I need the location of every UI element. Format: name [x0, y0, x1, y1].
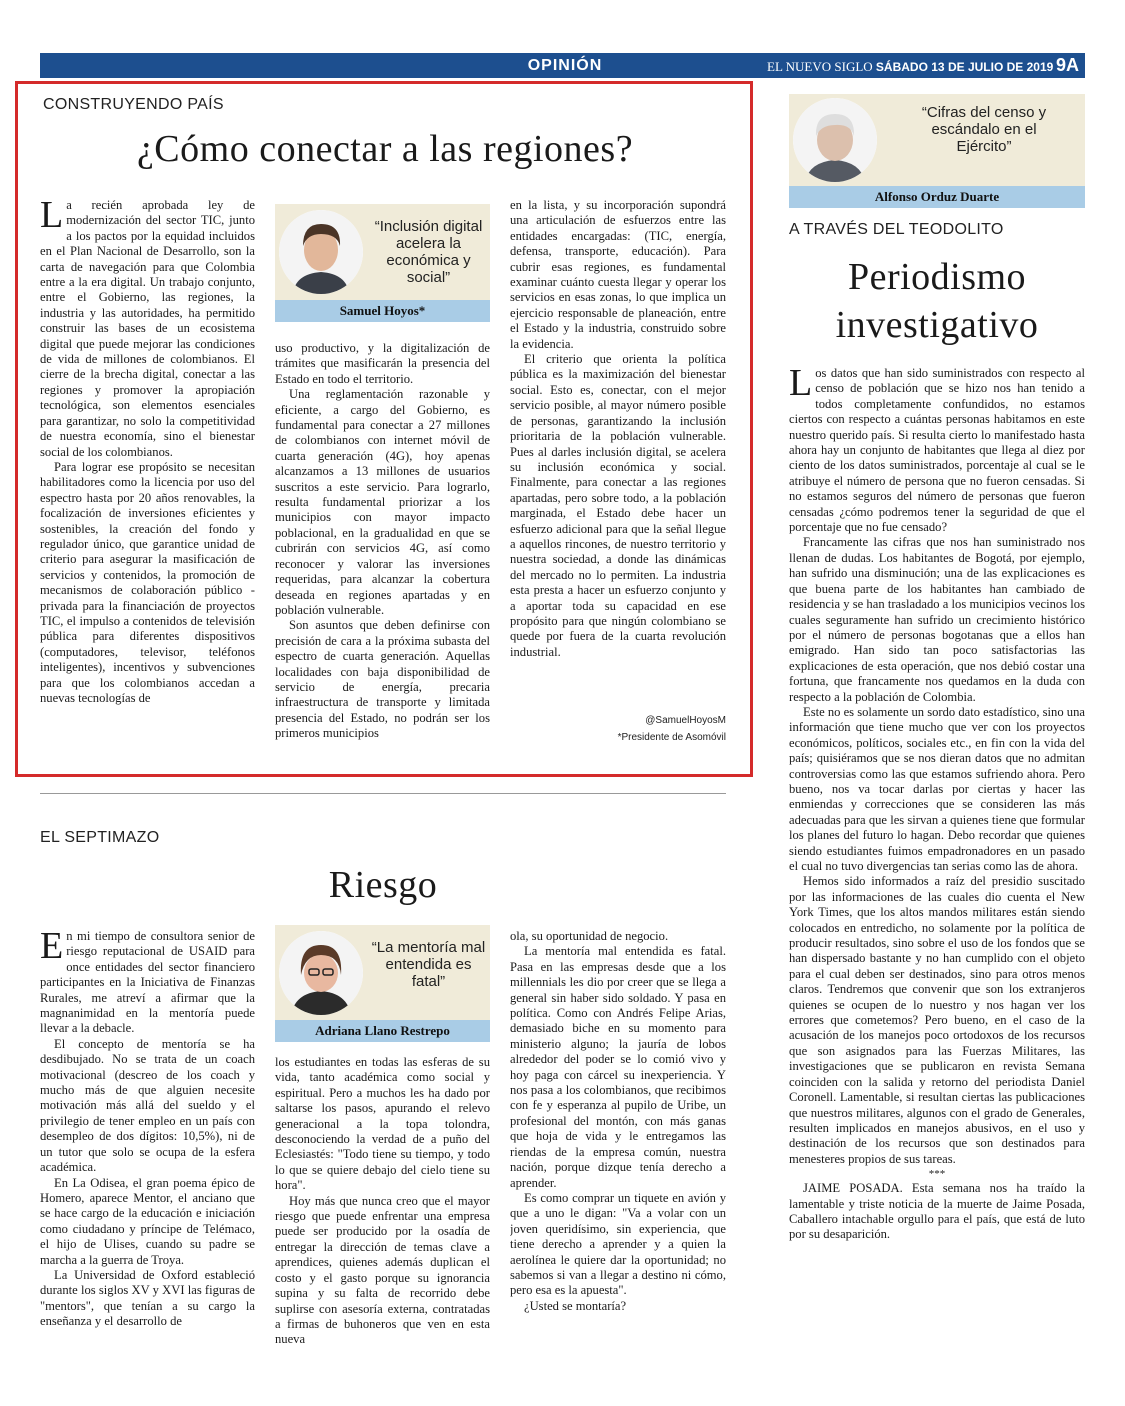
- dropcap: E: [40, 929, 64, 967]
- title-line: investigativo: [835, 304, 1039, 346]
- paragraph: Hoy más que nunca creo que el mayor riesgo que puede enfrentar una empresa puede ser producido por la osadía de entregar la dirección de temas clave a aprendices, quienes además duplican el costo y el gasto porque su ignorancia supina y su falta de recorrido debe suplirse con asesoría externa, contratadas a firmas de buhoneros que ven en esta nueva: [275, 1193, 490, 1347]
- quote-box: [275, 925, 490, 1021]
- article-title: ¿Cómo conectar a las regiones?: [136, 128, 634, 170]
- page-number: 9A: [1056, 55, 1080, 75]
- article2-column-2: [275, 1055, 490, 1349]
- kicker-a-traves-del-teodolito: A TRAVÉS DEL TEODOLITO: [789, 221, 1004, 238]
- paragraph: En La Odisea, el gran poema épico de Homero, aparece Mentor, el anciano que se hace cargo de la educación e iniciación como ciudadano y príncipe de Telémaco, el hijo de Ulises, cuando su padre se marcha a la guerra de Troya.: [40, 1175, 255, 1267]
- paragraph: Es como comprar un tiquete en avión y que a uno le digan: "Va a volar con un joven queridísimo, sin experiencia, que tiene derecho a aprender y a quien la aerolínea le quiere dar la oportunidad; no sabemos si van a llegar a destino ni cómo, pero esa es la apuesta".: [510, 1190, 726, 1298]
- paragraph: en la lista, y su incorporación supondrá una articulación de esfuerzos entre las entidades encargadas: (TIC, energía, defensa, transporte, educación). Para cubrir esas regiones, es fundamental examinar cuánto cuesta llegar y operar los servicios en esas zonas, lo que implica un ejercicio responsable de planeación, entre el Estado y la industria, construido sobre la evidencia.: [510, 198, 726, 351]
- separator: ***: [928, 1168, 946, 1181]
- dropcap: L: [40, 198, 64, 236]
- paragraph: los estudiantes en todas las esferas de su vida, tanto académica como social y espiritual. Pero a muchos les ha dado por saltarse los pasos, apurando el relevo generacional a la topa tolondra, desconociendo la verdad de a puño del Eclesiastés: "Todo tiene su tiempo, y todo lo que se quiere debajo del cielo tiene su hora".: [275, 1055, 490, 1193]
- newspaper-name: EL NUEVO SIGLO: [767, 59, 873, 74]
- article1-column-1: [40, 198, 255, 744]
- paragraph: a recién aprobada ley de modernización del sector TIC, junto a los pactos por la equidad incluidos en el Plan Nacional de Desarrollo, son la carta de navegación para que Colombia entre a la era digital. Un trabajo conjunto, entre el Gobierno, las regiones, la industria y las autoridades, ha permitido construir las bases de un ecosistema digital que puede mejorar las condiciones de vida de millones de colombianos. El cierre de la brecha digital, conectar a las regiones y promover la apropiación tecnológica, son elementos esenciales para garantizar, no solo la competitividad de nuestra economía, sino el bienestar social de los colombianos.: [40, 198, 255, 459]
- article-title: Riesgo: [328, 864, 438, 906]
- paragraph: Una reglamentación razonable y eficiente, a cargo del Gobierno, es fundamental para conectar a 27 millones de colombianos con internet móvil de cuarta generación (4G), hoy apenas alcanzamos a 13 millones de usuarios suscritos a este servicio. Para lograrlo, resulta fundamental priorizar a los municipios con mayor impacto poblacional, en la gradualidad en que se cubrirán con servicios 4G, así como reconocer y valorar las inversiones requeridas, para alcanzar la cobertura deseada en regiones apartadas y en población vulnerable.: [275, 387, 490, 617]
- title-line: Periodismo: [847, 256, 1027, 298]
- author-handle: @SamuelHoyosM: [645, 715, 726, 726]
- paragraph: Este no es solamente un sordo dato estadístico, sino una información que tiene mucho que ver con los proyectos económicos, políticos, sociales etc., en fin con la vida del país; quisiéramos que se nos dieran datos que no admitan controversias como las que estamos sufriendo ahora. Pero bueno, nos va tocar darlas por ciertas y hacer las enmiendas y correcciones que se consideren las más adecuadas para que les sirvan a quienes tiene que formular los planes del futuro lo hagan. Debo recordar que quienes siendo estudiantes fuimos empadronadores en un pasado el cual no tuvo divergencias tan serias como las de ahora.: [789, 704, 1085, 873]
- kicker-el-septimazo: EL SEPTIMAZO: [40, 829, 160, 846]
- paragraph: La mentoría mal entendida es fatal. Pasa en las empresas desde que a los millennials les dio por creer que se llega a general sin haber sido soldado. Y pasa en política. Como con Andrés Felipe Arias, demasiado biche en su momento para ministerio alguno; la jauría de lobos alrededor del poder se lo comió vivo y hoy paga con cárcel su inexperiencia. Y nos pasa a los colombianos, que recibimos con fe y esperanza al pupilo de Uribe, un profesional del montón, con más ganas que hoja de vida y le entregamos las riendas de la empresa común, nuestra nación, porque dizque tenía derecho a aprender.: [510, 944, 726, 1190]
- section-label: OPINIÓN: [527, 57, 603, 74]
- paragraph: ¿Usted se montaría?: [524, 1298, 627, 1313]
- paragraph: ola, su oportunidad de negocio.: [510, 929, 669, 943]
- paragraph: Hemos sido informados a raíz del presidio suscitado por las informaciones de las cuales dio cuenta el New York Times, que los altos mandos militares están siendo colocados en entredicho, no solamente por la política de producir resultados, sino sobre el uso de los fondos que se han dispersado bastante y no han cumplido con el objeto para el cual deben ser destinados, sino para otros menos claros. Tendremos que convenir que son los extranjeros quienes se ocupen de lo nuestro y nos hagan ver los errores que cometemos? Pero bueno, en el caso de la acusación de los manejos poco ortodoxos de los recursos que son asignados para las Fuerzas Militares, las investigaciones que se publicaron en revista Semana coinciden con la salida y retorno del periodista Daniel Coronell. Lamentable, si resultan ciertas las publicaciones que nuestros militares, algunos con el grado de Generales, resulten implicados en manejos abusivos, en el uso y destinación de los recursos que son destinados para menesteres propios de sus tareas.: [789, 874, 1085, 1166]
- author-name: Alfonso Orduz Duarte: [789, 186, 1085, 208]
- article3-column: [789, 366, 1085, 1391]
- paragraph: Para lograr ese propósito se necesitan habilitadores como la licencia por uso del espectro hasta por 20 años renovables, la focalización de inversiones eficientes y sostenibles, la creación del fondo y regulador único, que garantice unidad de criterio para asegurar la masificación de servicios y contenidos, la promoción de mecanismos de colaboración público - privada para la financiación de proyectos TIC, el impulso a contenidos de televisión pública para diferentes dispositivos (computadores, televisor, teléfonos inteligentes), incentivos y subvenciones para que los colombianos accedan a nuevas tecnologías de: [40, 459, 255, 705]
- quote-box: [275, 204, 490, 300]
- author-photo: [279, 931, 363, 1015]
- author-photo: [279, 210, 363, 294]
- paragraph: Son asuntos que deben definirse con precisión de cara a la próxima subasta del espectro de cuarta generación. Aquellas localidades con baja disponibilidad de servicio de energía, precaria infraestructura de transporte y limitada presencia del Estado, no podrán ser los primeros municipios: [275, 618, 490, 741]
- issue-date: SÁBADO 13 DE JULIO DE 2019: [875, 60, 1054, 74]
- paragraph: El concepto de mentoría se ha desdibujado. No se trata de un coach motivacional (descreo de los coach y mucho más de que alguien necesite motivación más allá del sueldo y el privilegio de tener empleo en un país con desempleo de dos dígitos: 10,5%), ni de un tutor que solo se ocupa de la esfera académica.: [40, 1036, 255, 1175]
- article2-column-1: [40, 929, 255, 1349]
- paragraph: El criterio que orienta la política pública es la maximización del bienestar social. Esto es, conectar, con el mejor servicio posible, al mayor número posible de personas, garantizando la inclusión prioritaria de la población vulnerable. Pues al darles inclusión digital, se acelera su inclusión económica y social. Finalmente, para conectar a las regiones apartadas, pero sobre todo, a la población marginada, el Estado debe hacer un esfuerzo adicional para que la señal llegue a aquellos rincones, de nuestro territorio y nuestra sociedad, a donde las dinámicas del mercado no lo permiten. La industria esta presta a hacer un esfuerzo conjunto y a aportar toda su capacidad en ese propósito para que ningún colombiano se quede por fuera de la cuarta revolución industrial.: [510, 352, 726, 659]
- masthead: [767, 59, 1053, 75]
- pull-quote: “La mentoría mal entendida es fatal”: [371, 939, 486, 990]
- paragraph: JAIME POSADA. Esta semana nos ha traído la lamentable y triste noticia de la muerte de Jaime Posada, Caballero intachable orgullo para el país, que está de luto por su desaparición.: [789, 1181, 1085, 1242]
- author-footnote: *Presidente de Asomóvil: [617, 732, 726, 743]
- dropcap: L: [789, 366, 813, 404]
- paragraph: Francamente las cifras que nos han suministrado nos llenan de dudas. Los habitantes de Bogotá, por ejemplo, han sufrido una disminución; una de las explicaciones es que buena parte de los habitantes han cambiado de residencia y se han trasladado a los municipios vecinos los cuales seguramente han sufrido un crecimiento histórico por el número de personas bogotanas que a ellos han emigrado. Han sido tan poco satisfactorias las explicaciones de esta operación, que nos debió costar una fortuna, que francamente nos quedamos en la duda con respecto a la población de Colombia.: [789, 535, 1085, 704]
- quote-box: [789, 94, 1085, 186]
- kicker-construyendo-pais: CONSTRUYENDO PAÍS: [43, 96, 224, 113]
- pull-quote: “Cifras del censo y escándalo en el Ejército”: [921, 104, 1047, 155]
- paragraph: n mi tiempo de consultora senior de riesgo reputacional de USAID para once entidades del sector financiero participantes en la Iniciativa de Finanzas Rurales, me atreví a afirmar que la magnanimidad en la mentoría puede llevar a la debacle.: [40, 929, 255, 1036]
- article1-column-2: [275, 341, 490, 746]
- author-name: Adriana Llano Restrepo: [275, 1020, 490, 1042]
- divider: [40, 793, 726, 794]
- author-name: Samuel Hoyos*: [275, 300, 490, 322]
- pull-quote: “Inclusión digital acelera la económica y social”: [374, 218, 483, 286]
- paragraph: uso productivo, y la digitalización de trámites que masificarán la presencia del Estado en todo el territorio.: [275, 341, 490, 386]
- author-photo: [793, 98, 877, 182]
- article2-column-3: [510, 929, 726, 1349]
- paragraph: os datos que han sido suministrados con respecto al censo de población que se hizo nos han tenido a todos completamente confundidos, no estamos ciertos con respecto a cuántas personas habitamos en este nuestro querido país. Si resulta cierto lo manifestado hasta ahora hay un conjunto de habitantes que llega al diez por ciento de los datos suministrados, porcentaje al cual se le atribuye el número de persona que no fueron censadas. Si no estamos seguros del número de personas que fueron censadas ¿cómo podremos tener la seguridad de que el porcentaje que no fue censado?: [789, 366, 1085, 535]
- article-title: [789, 253, 1085, 349]
- article1-column-3: [510, 198, 726, 710]
- paragraph: La Universidad de Oxford estableció durante los siglos XV y XVI las figuras de "mentors", que tenían a su cargo la enseñanza y el desarrollo de: [40, 1267, 255, 1329]
